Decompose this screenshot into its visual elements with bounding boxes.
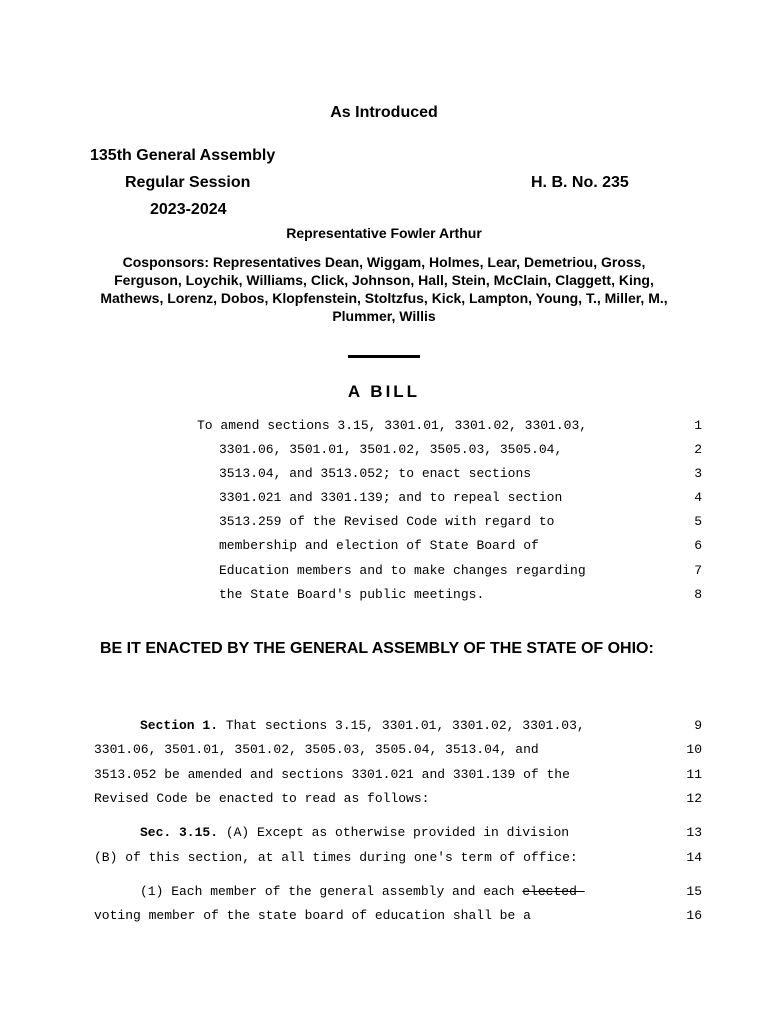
paragraph-1-first-line [140,884,585,899]
title-line: membership and election of State Board of [219,538,539,553]
line-number: 8 [694,587,702,602]
sec-315-first-line [140,825,569,840]
line-number: 14 [686,850,702,865]
line-number: 12 [686,791,702,806]
heading-divider [348,355,420,358]
line-number: 3 [694,466,702,481]
title-line: the State Board's public meetings. [219,587,485,602]
session-name: Regular Session [125,174,251,191]
session-years: 2023-2024 [150,201,227,218]
cosponsors-list: Cosponsors: Representatives Dean, Wiggam, Holmes, Lear, Demetriou, Gross, Ferguson, Loychik, Williams, Click, Johnson, Hall, Stein, McClain, Claggett, King, Mathews, Lorenz, Dobos, Klopfenstein, Stoltzfus, Kick, Lampton, Young, T., Miller, M., Plummer, Willis [100,254,668,324]
struck-text: elected [522,884,585,899]
title-line: 3301.021 and 3301.139; and to repeal section [219,490,563,505]
line-number: 2 [694,442,702,457]
body-line: 3301.06, 3501.01, 3501.02, 3505.03, 3505.04, 3513.04, and [94,742,539,757]
line-number: 13 [686,825,702,840]
primary-sponsor: Representative Fowler Arthur [286,225,482,241]
title-line: 3513.259 of the Revised Code with regard to [219,514,555,529]
body-line: 3513.052 be amended and sections 3301.021 and 3301.139 of the [94,767,570,782]
body-line: (B) of this section, at all times during one's term of office: [94,850,578,865]
line-number: 9 [694,718,702,733]
sec-315-text: (A) Except as otherwise provided in division [218,825,570,840]
section-1-first-line [140,718,585,733]
sec-315-label: Sec. 3.15. [140,825,219,840]
line-number: 11 [686,767,702,782]
title-line: To amend sections 3.15, 3301.01, 3301.02, 3301.03, [197,418,588,433]
body-line: voting member of the state board of education shall be a [94,908,531,923]
line-number: 5 [694,514,702,529]
line-number: 4 [694,490,702,505]
general-assembly: 135th General Assembly [90,147,276,164]
section-1-label: Section 1. [140,718,219,733]
section-1-text: That sections 3.15, 3301.01, 3301.02, 3301.03, [218,718,585,733]
title-line: Education members and to make changes regarding [219,563,586,578]
line-number: 10 [686,742,702,757]
line-number: 15 [686,884,702,899]
title-line: 3513.04, and 3513.052; to enact sections [219,466,532,481]
paragraph-1-text: (1) Each member of the general assembly and each [140,884,523,899]
bill-number: H. B. No. 235 [531,174,629,191]
bill-heading: A BILL [347,382,421,401]
line-number: 7 [694,563,702,578]
line-number: 1 [694,418,702,433]
enacting-clause: BE IT ENACTED BY THE GENERAL ASSEMBLY OF THE STATE OF OHIO: [100,640,654,657]
title-line: 3301.06, 3501.01, 3501.02, 3505.03, 3505.04, [219,442,563,457]
body-line: Revised Code be enacted to read as follows: [94,791,430,806]
bill-status: As Introduced [330,104,438,121]
line-number: 16 [686,908,702,923]
line-number: 6 [694,538,702,553]
